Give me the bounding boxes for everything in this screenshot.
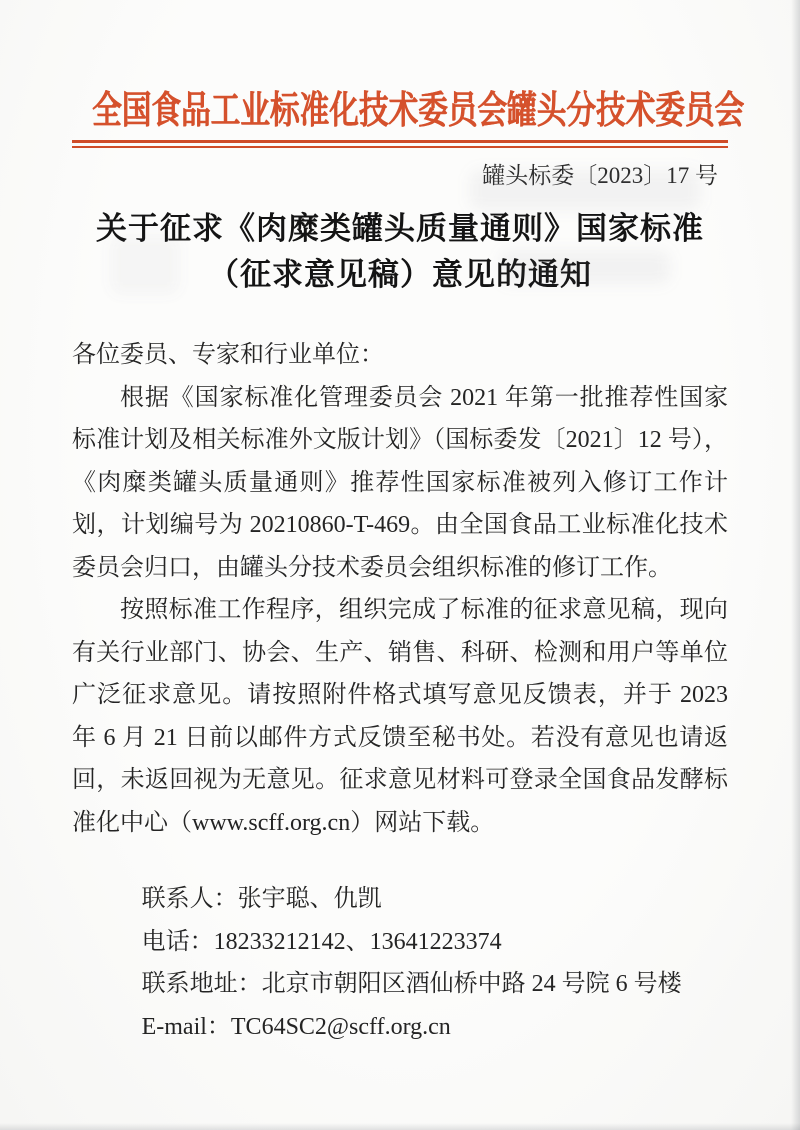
document-number: 罐头标委〔2023〕17 号: [482, 163, 718, 188]
letterhead: [0, 0, 800, 136]
letterhead-divider: [72, 140, 728, 148]
letterhead-title: 全国食品工业标准化技术委员会罐头分技术委员会: [91, 90, 745, 132]
document-body: [72, 334, 728, 1048]
salutation: 各位委员、专家和行业单位：: [72, 342, 384, 368]
document-title-line-2: （征求意见稿）意见的通知: [208, 257, 592, 292]
document-title-line-1: 关于征求《肉糜类罐头质量通则》国家标准: [96, 211, 704, 246]
contact-address: 联系地址：北京市朝阳区酒仙桥中路 24 号院 6 号楼: [141, 971, 682, 997]
contact-person: 联系人：张宇聪、仇凯: [141, 886, 382, 912]
contact-email: E-mail：TC64SC2@scff.org.cn: [141, 1013, 451, 1040]
paragraph-feedback-request: 按照标准工作程序，组织完成了标准的征求意见稿，现向有关行业部门、协会、生产、销售、科研、检测和用户等单位广泛征求意见。请按照附件格式填写意见反馈表，并于 2023 年 6 月 21 日前以邮件方式反馈至秘书处。若没有意见也请返回，未返回视为无意见。征求意见材料可登录全国食品发酵标准化中心（www.scff.org.cn）网站下载。: [72, 597, 728, 836]
contact-block: [142, 878, 728, 1048]
paragraph-standard-plan: 根据《国家标准化管理委员会 2021 年第一批推荐性国家标准计划及相关标准外文版计划》（国标委发〔2021〕12 号），《肉糜类罐头质量通则》推荐性国家标准被列入修订工作计划，计划编号为 20210860-T-469。由全国食品工业标准化技术委员会归口，由罐头分技术委员会组织标准的修订工作。: [72, 384, 728, 581]
document-title: [60, 206, 740, 298]
contact-phone: 电话：18233212142、13641223374: [141, 928, 502, 955]
divider-line-thin: [72, 146, 728, 148]
